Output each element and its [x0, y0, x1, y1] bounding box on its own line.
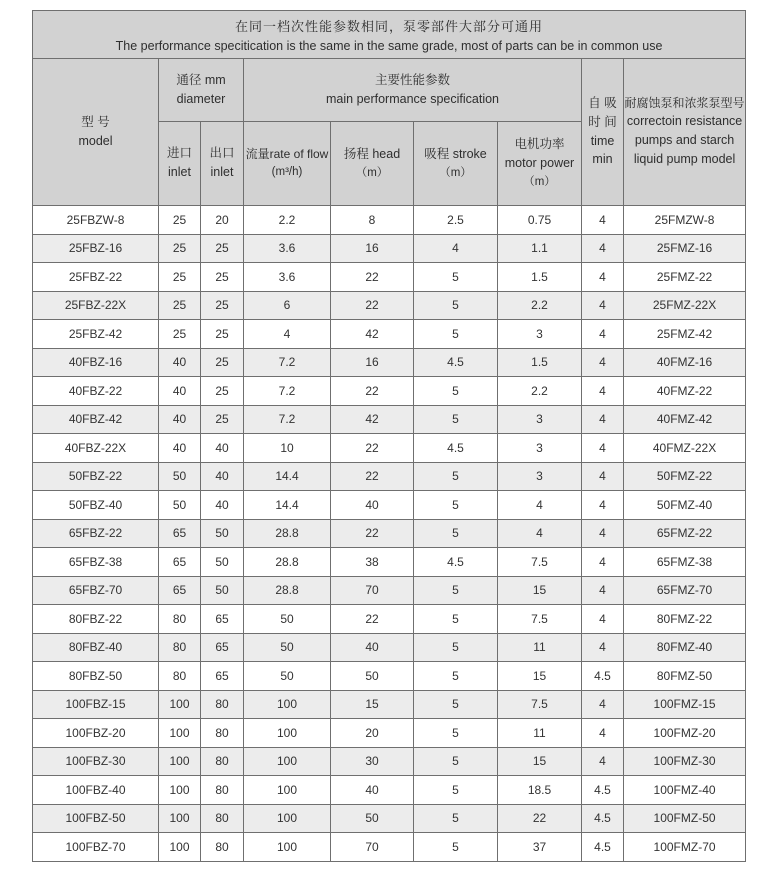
- cell-time: 4: [582, 434, 624, 463]
- col-header-motor-power-en: motor power: [504, 156, 575, 171]
- cell-time: 4.5: [582, 662, 624, 691]
- cell-inlet: 100: [159, 719, 201, 748]
- col-header-diameter-zh: 通径 mm: [176, 72, 226, 87]
- cell-power: 4: [498, 519, 582, 548]
- cell-time: 4: [582, 633, 624, 662]
- cell-power: 11: [498, 633, 582, 662]
- table-row: [33, 747, 746, 776]
- cell-stroke: 5: [414, 776, 498, 805]
- cell-power: 1.1: [498, 234, 582, 263]
- cell-power: 7.5: [498, 690, 582, 719]
- cell-stroke: 5: [414, 519, 498, 548]
- cell-fmz-model: 40FMZ-42: [624, 405, 746, 434]
- cell-outlet: 25: [201, 291, 244, 320]
- resistant-model-en2: pumps and starch: [634, 133, 735, 148]
- banner-text-zh: 在同一档次性能参数相同，泵零部件大部分可通用: [235, 19, 544, 34]
- cell-flow: 100: [244, 747, 331, 776]
- cell-inlet: 25: [159, 263, 201, 292]
- cell-stroke: 5: [414, 804, 498, 833]
- cell-power: 1.5: [498, 263, 582, 292]
- cell-fmz-model: 50FMZ-22: [624, 462, 746, 491]
- cell-head: 16: [331, 234, 414, 263]
- cell-outlet: 40: [201, 491, 244, 520]
- cell-fmz-model: 65FMZ-70: [624, 576, 746, 605]
- table-row: [33, 804, 746, 833]
- cell-model: 65FBZ-38: [33, 548, 159, 577]
- cell-power: 0.75: [498, 206, 582, 235]
- cell-stroke: 5: [414, 462, 498, 491]
- cell-head: 42: [331, 320, 414, 349]
- table-row: [33, 548, 746, 577]
- col-header-main-performance-en: main performance specification: [326, 91, 499, 106]
- cell-inlet: 65: [159, 548, 201, 577]
- cell-time: 4: [582, 462, 624, 491]
- cell-model: 100FBZ-50: [33, 804, 159, 833]
- cell-head: 70: [331, 576, 414, 605]
- pump-spec-table: [32, 10, 746, 862]
- cell-fmz-model: 100FMZ-40: [624, 776, 746, 805]
- cell-inlet: 65: [159, 576, 201, 605]
- cell-inlet: 25: [159, 234, 201, 263]
- cell-model: 25FBZ-22: [33, 263, 159, 292]
- cell-outlet: 20: [201, 206, 244, 235]
- cell-head: 50: [331, 662, 414, 691]
- cell-inlet: 80: [159, 633, 201, 662]
- cell-stroke: 5: [414, 263, 498, 292]
- cell-head: 22: [331, 605, 414, 634]
- cell-flow: 14.4: [244, 491, 331, 520]
- cell-head: 15: [331, 690, 414, 719]
- cell-time: 4: [582, 519, 624, 548]
- cell-inlet: 40: [159, 348, 201, 377]
- table-row: [33, 263, 746, 292]
- cell-inlet: 80: [159, 662, 201, 691]
- cell-head: 22: [331, 462, 414, 491]
- table-row: [33, 605, 746, 634]
- cell-fmz-model: 80FMZ-40: [624, 633, 746, 662]
- cell-stroke: 5: [414, 605, 498, 634]
- table-row: [33, 291, 746, 320]
- cell-time: 4: [582, 605, 624, 634]
- cell-power: 18.5: [498, 776, 582, 805]
- cell-outlet: 25: [201, 263, 244, 292]
- cell-power: 2.2: [498, 291, 582, 320]
- cell-model: 80FBZ-22: [33, 605, 159, 634]
- table-row: [33, 377, 746, 406]
- cell-outlet: 80: [201, 804, 244, 833]
- cell-fmz-model: 100FMZ-20: [624, 719, 746, 748]
- cell-model: 100FBZ-15: [33, 690, 159, 719]
- cell-fmz-model: 25FMZ-42: [624, 320, 746, 349]
- cell-model: 40FBZ-22X: [33, 434, 159, 463]
- cell-stroke: 5: [414, 491, 498, 520]
- col-header-inlet-zh: 进口: [166, 146, 192, 161]
- cell-flow: 100: [244, 804, 331, 833]
- cell-fmz-model: 100FMZ-15: [624, 690, 746, 719]
- cell-head: 38: [331, 548, 414, 577]
- cell-stroke: 4.5: [414, 548, 498, 577]
- cell-inlet: 100: [159, 833, 201, 862]
- cell-model: 50FBZ-40: [33, 491, 159, 520]
- cell-outlet: 50: [201, 519, 244, 548]
- cell-flow: 50: [244, 605, 331, 634]
- cell-inlet: 40: [159, 377, 201, 406]
- col-header-diameter-en: diameter: [176, 91, 226, 106]
- table-body: [33, 206, 746, 862]
- cell-inlet: 50: [159, 462, 201, 491]
- cell-outlet: 50: [201, 576, 244, 605]
- cell-fmz-model: 65FMZ-22: [624, 519, 746, 548]
- col-header-motor-power-unit: （m）: [523, 175, 556, 188]
- cell-fmz-model: 50FMZ-40: [624, 491, 746, 520]
- cell-time: 4: [582, 291, 624, 320]
- cell-power: 2.2: [498, 377, 582, 406]
- table-row: [33, 234, 746, 263]
- cell-outlet: 80: [201, 776, 244, 805]
- cell-flow: 100: [244, 690, 331, 719]
- col-header-flow-label: 流量rate of flow: [245, 147, 329, 162]
- cell-stroke: 5: [414, 662, 498, 691]
- cell-stroke: 5: [414, 405, 498, 434]
- cell-inlet: 25: [159, 206, 201, 235]
- cell-inlet: 50: [159, 491, 201, 520]
- cell-outlet: 65: [201, 662, 244, 691]
- cell-flow: 3.6: [244, 263, 331, 292]
- cell-model: 80FBZ-50: [33, 662, 159, 691]
- cell-time: 4: [582, 348, 624, 377]
- table-row: [33, 434, 746, 463]
- cell-head: 16: [331, 348, 414, 377]
- cell-outlet: 25: [201, 377, 244, 406]
- cell-flow: 50: [244, 633, 331, 662]
- cell-model: 65FBZ-22: [33, 519, 159, 548]
- cell-head: 30: [331, 747, 414, 776]
- cell-time: 4: [582, 405, 624, 434]
- cell-power: 3: [498, 434, 582, 463]
- col-header-inlet-en: inlet: [168, 165, 191, 179]
- cell-flow: 100: [244, 833, 331, 862]
- cell-model: 100FBZ-40: [33, 776, 159, 805]
- cell-inlet: 100: [159, 747, 201, 776]
- self-priming-en2: min: [592, 152, 613, 167]
- cell-model: 50FBZ-22: [33, 462, 159, 491]
- cell-inlet: 100: [159, 776, 201, 805]
- cell-power: 3: [498, 462, 582, 491]
- cell-head: 22: [331, 434, 414, 463]
- cell-time: 4.5: [582, 833, 624, 862]
- banner-row: [33, 11, 746, 59]
- col-header-self-priming-time: [582, 59, 624, 206]
- table-row: [33, 462, 746, 491]
- cell-flow: 28.8: [244, 519, 331, 548]
- cell-stroke: 2.5: [414, 206, 498, 235]
- banner-text-en: The performance specitication is the same in the same grade, most of parts can be in common use: [115, 39, 663, 53]
- col-header-outlet-en: inlet: [210, 165, 234, 179]
- cell-fmz-model: 40FMZ-22X: [624, 434, 746, 463]
- cell-head: 50: [331, 804, 414, 833]
- cell-fmz-model: 40FMZ-22: [624, 377, 746, 406]
- col-header-head-unit: （m）: [355, 166, 389, 179]
- cell-flow: 100: [244, 719, 331, 748]
- cell-power: 3: [498, 320, 582, 349]
- col-header-head-label: 扬程 head: [343, 146, 401, 161]
- cell-flow: 7.2: [244, 348, 331, 377]
- cell-model: 100FBZ-70: [33, 833, 159, 862]
- cell-time: 4.5: [582, 804, 624, 833]
- cell-power: 22: [498, 804, 582, 833]
- col-header-main-performance-zh: 主要性能参数: [374, 72, 450, 87]
- cell-time: 4: [582, 491, 624, 520]
- cell-power: 7.5: [498, 605, 582, 634]
- cell-flow: 4: [244, 320, 331, 349]
- header-row-groups: [33, 59, 746, 122]
- cell-stroke: 5: [414, 576, 498, 605]
- cell-power: 7.5: [498, 548, 582, 577]
- cell-head: 22: [331, 519, 414, 548]
- col-header-diameter: [159, 59, 244, 122]
- cell-model: 25FBZ-42: [33, 320, 159, 349]
- cell-time: 4: [582, 548, 624, 577]
- table-row: [33, 690, 746, 719]
- resistant-model-en1: correctoin resistance: [626, 114, 743, 129]
- col-header-resistant-model: [624, 59, 746, 206]
- cell-stroke: 5: [414, 633, 498, 662]
- cell-time: 4: [582, 747, 624, 776]
- cell-head: 20: [331, 719, 414, 748]
- col-header-outlet: [201, 122, 244, 206]
- cell-inlet: 100: [159, 690, 201, 719]
- cell-fmz-model: 25FMZW-8: [624, 206, 746, 235]
- cell-model: 40FBZ-22: [33, 377, 159, 406]
- cell-head: 40: [331, 776, 414, 805]
- cell-fmz-model: 100FMZ-70: [624, 833, 746, 862]
- col-header-flow-unit: (m³/h): [271, 166, 303, 179]
- table-row: [33, 662, 746, 691]
- cell-model: 100FBZ-30: [33, 747, 159, 776]
- col-header-outlet-zh: 出口: [209, 146, 235, 161]
- cell-fmz-model: 80FMZ-50: [624, 662, 746, 691]
- cell-head: 42: [331, 405, 414, 434]
- cell-power: 4: [498, 491, 582, 520]
- cell-fmz-model: 100FMZ-50: [624, 804, 746, 833]
- cell-inlet: 25: [159, 291, 201, 320]
- cell-outlet: 25: [201, 405, 244, 434]
- col-header-model-en: model: [78, 133, 113, 148]
- cell-time: 4: [582, 719, 624, 748]
- cell-head: 22: [331, 263, 414, 292]
- cell-flow: 7.2: [244, 405, 331, 434]
- cell-inlet: 40: [159, 405, 201, 434]
- cell-time: 4: [582, 206, 624, 235]
- table-row: [33, 348, 746, 377]
- resistant-model-zh: 耐腐蚀泵和浓浆泵型号: [624, 96, 745, 111]
- cell-model: 25FBZ-16: [33, 234, 159, 263]
- cell-outlet: 50: [201, 548, 244, 577]
- cell-inlet: 65: [159, 519, 201, 548]
- cell-flow: 100: [244, 776, 331, 805]
- table-row: [33, 776, 746, 805]
- table-row: [33, 576, 746, 605]
- cell-head: 40: [331, 491, 414, 520]
- cell-fmz-model: 25FMZ-16: [624, 234, 746, 263]
- table-row: [33, 719, 746, 748]
- cell-fmz-model: 25FMZ-22X: [624, 291, 746, 320]
- resistant-model-en3: liquid pump model: [633, 151, 736, 166]
- cell-flow: 2.2: [244, 206, 331, 235]
- cell-power: 37: [498, 833, 582, 862]
- table-row: [33, 633, 746, 662]
- cell-model: 80FBZ-40: [33, 633, 159, 662]
- col-header-stroke: [414, 122, 498, 206]
- cell-outlet: 80: [201, 690, 244, 719]
- col-header-motor-power-zh: 电机功率: [514, 137, 565, 152]
- cell-flow: 28.8: [244, 548, 331, 577]
- cell-time: 4: [582, 320, 624, 349]
- cell-fmz-model: 25FMZ-22: [624, 263, 746, 292]
- cell-outlet: 40: [201, 434, 244, 463]
- cell-flow: 6: [244, 291, 331, 320]
- cell-fmz-model: 65FMZ-38: [624, 548, 746, 577]
- table-row: [33, 519, 746, 548]
- cell-time: 4: [582, 576, 624, 605]
- cell-outlet: 65: [201, 633, 244, 662]
- cell-outlet: 80: [201, 833, 244, 862]
- col-header-model: [33, 59, 159, 206]
- self-priming-en1: time: [590, 133, 615, 148]
- cell-flow: 10: [244, 434, 331, 463]
- table-row: [33, 833, 746, 862]
- cell-time: 4: [582, 377, 624, 406]
- cell-fmz-model: 40FMZ-16: [624, 348, 746, 377]
- cell-head: 22: [331, 377, 414, 406]
- cell-power: 3: [498, 405, 582, 434]
- col-header-model-zh: 型 号: [81, 114, 110, 129]
- cell-fmz-model: 100FMZ-30: [624, 747, 746, 776]
- cell-flow: 3.6: [244, 234, 331, 263]
- cell-head: 70: [331, 833, 414, 862]
- cell-flow: 28.8: [244, 576, 331, 605]
- cell-time: 4: [582, 263, 624, 292]
- cell-model: 100FBZ-20: [33, 719, 159, 748]
- cell-model: 65FBZ-70: [33, 576, 159, 605]
- self-priming-zh2: 时 间: [588, 114, 617, 129]
- cell-power: 15: [498, 747, 582, 776]
- cell-stroke: 5: [414, 747, 498, 776]
- cell-stroke: 5: [414, 833, 498, 862]
- cell-head: 8: [331, 206, 414, 235]
- cell-flow: 50: [244, 662, 331, 691]
- cell-stroke: 5: [414, 320, 498, 349]
- cell-power: 15: [498, 576, 582, 605]
- cell-model: 40FBZ-16: [33, 348, 159, 377]
- cell-model: 40FBZ-42: [33, 405, 159, 434]
- col-header-stroke-label: 吸程 stroke: [424, 146, 487, 161]
- cell-head: 22: [331, 291, 414, 320]
- cell-outlet: 80: [201, 747, 244, 776]
- cell-stroke: 5: [414, 291, 498, 320]
- cell-stroke: 5: [414, 719, 498, 748]
- col-header-flow: [244, 122, 331, 206]
- table-row: [33, 491, 746, 520]
- cell-outlet: 25: [201, 348, 244, 377]
- cell-fmz-model: 80FMZ-22: [624, 605, 746, 634]
- cell-flow: 7.2: [244, 377, 331, 406]
- col-header-head: [331, 122, 414, 206]
- table-row: [33, 320, 746, 349]
- cell-time: 4: [582, 234, 624, 263]
- cell-head: 40: [331, 633, 414, 662]
- cell-stroke: 5: [414, 690, 498, 719]
- cell-model: 25FBZ-22X: [33, 291, 159, 320]
- cell-power: 15: [498, 662, 582, 691]
- cell-stroke: 4.5: [414, 434, 498, 463]
- table-row: [33, 405, 746, 434]
- cell-stroke: 4.5: [414, 348, 498, 377]
- cell-inlet: 100: [159, 804, 201, 833]
- table-row: [33, 206, 746, 235]
- col-header-stroke-unit: （m）: [439, 166, 472, 179]
- cell-inlet: 25: [159, 320, 201, 349]
- cell-stroke: 4: [414, 234, 498, 263]
- cell-inlet: 80: [159, 605, 201, 634]
- cell-outlet: 25: [201, 234, 244, 263]
- cell-stroke: 5: [414, 377, 498, 406]
- cell-time: 4: [582, 690, 624, 719]
- cell-power: 1.5: [498, 348, 582, 377]
- cell-outlet: 25: [201, 320, 244, 349]
- cell-inlet: 40: [159, 434, 201, 463]
- cell-model: 25FBZW-8: [33, 206, 159, 235]
- cell-time: 4.5: [582, 776, 624, 805]
- cell-outlet: 80: [201, 719, 244, 748]
- col-header-motor-power: [498, 122, 582, 206]
- cell-outlet: 65: [201, 605, 244, 634]
- self-priming-zh1: 自 吸: [588, 96, 617, 110]
- col-header-inlet: [159, 122, 201, 206]
- col-header-main-performance: [244, 59, 582, 122]
- banner: [33, 11, 746, 59]
- cell-outlet: 40: [201, 462, 244, 491]
- cell-flow: 14.4: [244, 462, 331, 491]
- cell-power: 11: [498, 719, 582, 748]
